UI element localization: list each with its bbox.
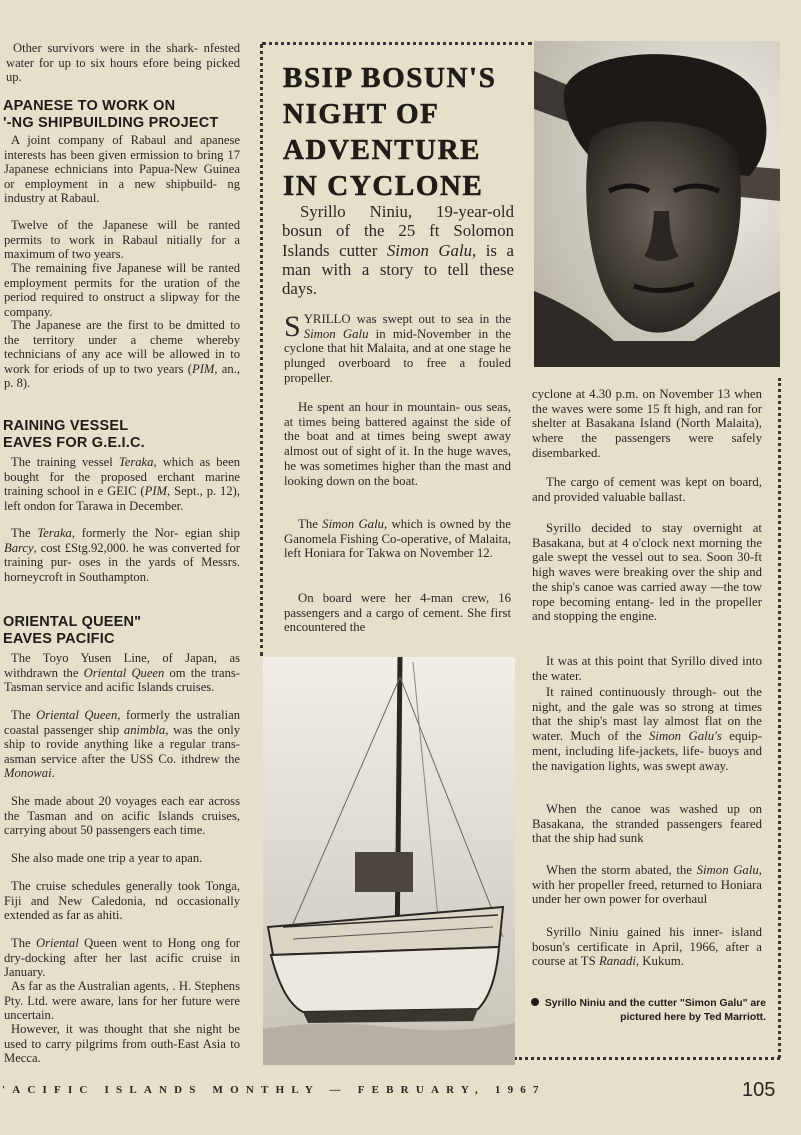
article-1-para-2: Twelve of the Japanese will be ranted permits to work in Rabaul nitially for a maximum of two years. [4, 218, 240, 262]
feature-col2-para-2: The cargo of cement was kept on board, and provided valuable ballast. [532, 475, 762, 504]
article-2-para-1: The training vessel Teraka, which as been bought for the proposed erchant marine training school in e GEIC (PIM, Sept., p. 12), left ondon for Tarawa in December. [4, 455, 240, 513]
article-2-heading [3, 418, 243, 452]
feature-col2-para-7: When the storm abated, the Simon Galu, with her propeller freed, returned to Honiara under her own power for overhaul [532, 863, 762, 907]
article-3-heading [3, 614, 243, 648]
feature-col1-para-1: SYRILLO was swept out to sea in the Simon Galu in mid-November in the cyclone that hit Malaita, and at one stage he plunged overboard to free a fouled propeller. [284, 310, 511, 385]
left-intro: Other survivors were in the shark- nfested water for up to six hours efore being picked up. [6, 41, 240, 85]
feature-title-line-1: BSIP BOSUN'S [283, 62, 497, 94]
feature-title-line-4: IN CYCLONE [283, 170, 484, 202]
article-3-para-4: She also made one trip a year to apan. [11, 851, 203, 865]
feature-border-right [778, 378, 781, 1058]
portrait-photo-graphic [534, 41, 780, 367]
bullet-icon [531, 998, 539, 1006]
feature-col2-para-4: It was at this point that Syrillo dived into the water. [532, 654, 762, 683]
feature-border-top [262, 42, 532, 45]
article-1-para-1: A joint company of Rabaul and apanese interests has been given ermission to bring 17 Japanese echnicians into Papua-New Guinea or employment in a new shipbuild- ng industry at Rabaul. [4, 133, 240, 206]
footer-masthead: 'ACIFIC ISLANDS MONTHLY — FEBRUARY, 1967 [2, 1084, 546, 1096]
article-2-para-2: The Teraka, formerly the Nor- egian ship Barcy, cost £Stg.92,000. he was converted for training pur- oses in the yards of Messrs. horneycroft in Southampton. [4, 526, 240, 584]
feature-col1-para-3: The Simon Galu, which is owned by the Ganomela Fishing Co-operative, of Malaita, left Honiara for Takwa on November 12. [284, 517, 511, 561]
article-3-para-3: She made about 20 voyages each ear across the Tasman and on acific Islands cruises, carrying about 50 passengers each time. [4, 794, 240, 838]
article-1-para-4: The Japanese are the first to be dmitted to the territory under a cheme whereby technicians of any ace will be allowed in to work for eriods of up to two years (PIM, an., p. 8). [4, 318, 240, 391]
photo-caption [530, 997, 766, 1024]
article-1-para-3: The remaining five Japanese will be ranted employment permits for the uration of the period required to onstruct a slipway for the company. [4, 261, 240, 319]
article-3-para-8: However, it was thought that she night be used to carry pilgrims from outh-East Asia to Mecca. [4, 1022, 240, 1066]
article-3-para-2: The Oriental Queen, formerly the ustralian coastal passenger ship animbla, was the only ship to rovide anything like a regular trans- asman service after the USS Co. ithdrew the Monowai. [4, 708, 240, 781]
article-3-heading-line-1: ORIENTAL QUEEN" [3, 614, 142, 630]
page-number: 105 [742, 1079, 776, 1101]
article-3-para-6: The Oriental Queen went to Hong ong for dry-docking after her last acific cruise in January. [4, 936, 240, 980]
feature-col1-para-2: He spent an hour in mountain- ous seas, at times being battered against the side of the boat and at times being swept away almost out of sight of it. In the huge waves, he was sometimes higher than the mast and looking down on the boat. [284, 400, 511, 488]
feature-title-line-3: ADVENTURE [283, 134, 482, 166]
article-2-heading-line-1: RAINING VESSEL [3, 418, 129, 434]
article-1-heading [3, 98, 243, 132]
feature-col1-para-4: On board were her 4-man crew, 16 passengers and a cargo of cement. She first encountered the [284, 591, 511, 635]
boat-photo [263, 657, 515, 1065]
feature-col2-para-6: When the canoe was washed up on Basakana, the stranded passengers feared that the ship had sunk [532, 802, 762, 846]
boat-photo-graphic [263, 657, 515, 1065]
feature-border-bottom [514, 1057, 780, 1060]
article-1-heading-line-1: APANESE TO WORK ON [3, 98, 176, 114]
feature-col2-para-3: Syrillo decided to stay overnight at Basakana, but at 4 o'clock next morning the gale swept the vessel out to sea. Soon 30-ft high waves were breaking over the ship and the ship's canoe was carried away —the tow rope becoming entang- led in the propeller and stopping the engine. [532, 521, 762, 624]
feature-lede: Syrillo Niniu, 19-year-old bosun of the 25 ft Solomon Islands cutter Simon Galu, is a man with a story to tell these days. [282, 202, 514, 299]
feature-col2-para-8: Syrillo Niniu gained his inner- island bosun's certificate in April, 1966, after a course at TS Ranadi, Kukum. [532, 925, 762, 969]
article-3-heading-line-2: EAVES PACIFIC [3, 631, 115, 647]
feature-col2-para-5: It rained continuously through- out the night, and the gale was so strong at times that the ship's mast lay almost flat on the water. Much of the Simon Galu's equip- ment, including life-jackets, life- buoys and the navigation lights, was swept away. [532, 685, 762, 773]
feature-title [283, 60, 523, 204]
article-3-para-1: The Toyo Yusen Line, of Japan, as withdrawn the Oriental Queen om the trans-Tasman service and acific Islands cruises. [4, 651, 240, 695]
article-3-para-7: As far as the Australian agents, . H. Stephens Pty. Ltd. were aware, lans for her future were uncertain. [4, 979, 240, 1023]
feature-title-line-2: NIGHT OF [283, 98, 440, 130]
article-2-heading-line-2: EAVES FOR G.E.I.C. [3, 435, 145, 451]
article-3-para-5: The cruise schedules generally took Tonga, Fiji and New Caledonia, nd occasionally extended as far as ahiti. [4, 879, 240, 923]
portrait-photo [534, 41, 780, 367]
feature-col2-para-1: cyclone at 4.30 p.m. on November 13 when the waves were some 15 ft high, and ran for shelter at Basakana Island (North Malaita), where the passengers were safely disembarked. [532, 387, 762, 460]
photo-caption-text: Syrillo Niniu and the cutter "Simon Galu" are pictured here by Ted Marriott. [544, 998, 766, 1023]
feature-border-left [260, 44, 263, 656]
drop-cap: S [284, 310, 301, 343]
article-1-heading-line-2: '-NG SHIPBUILDING PROJECT [3, 115, 219, 131]
